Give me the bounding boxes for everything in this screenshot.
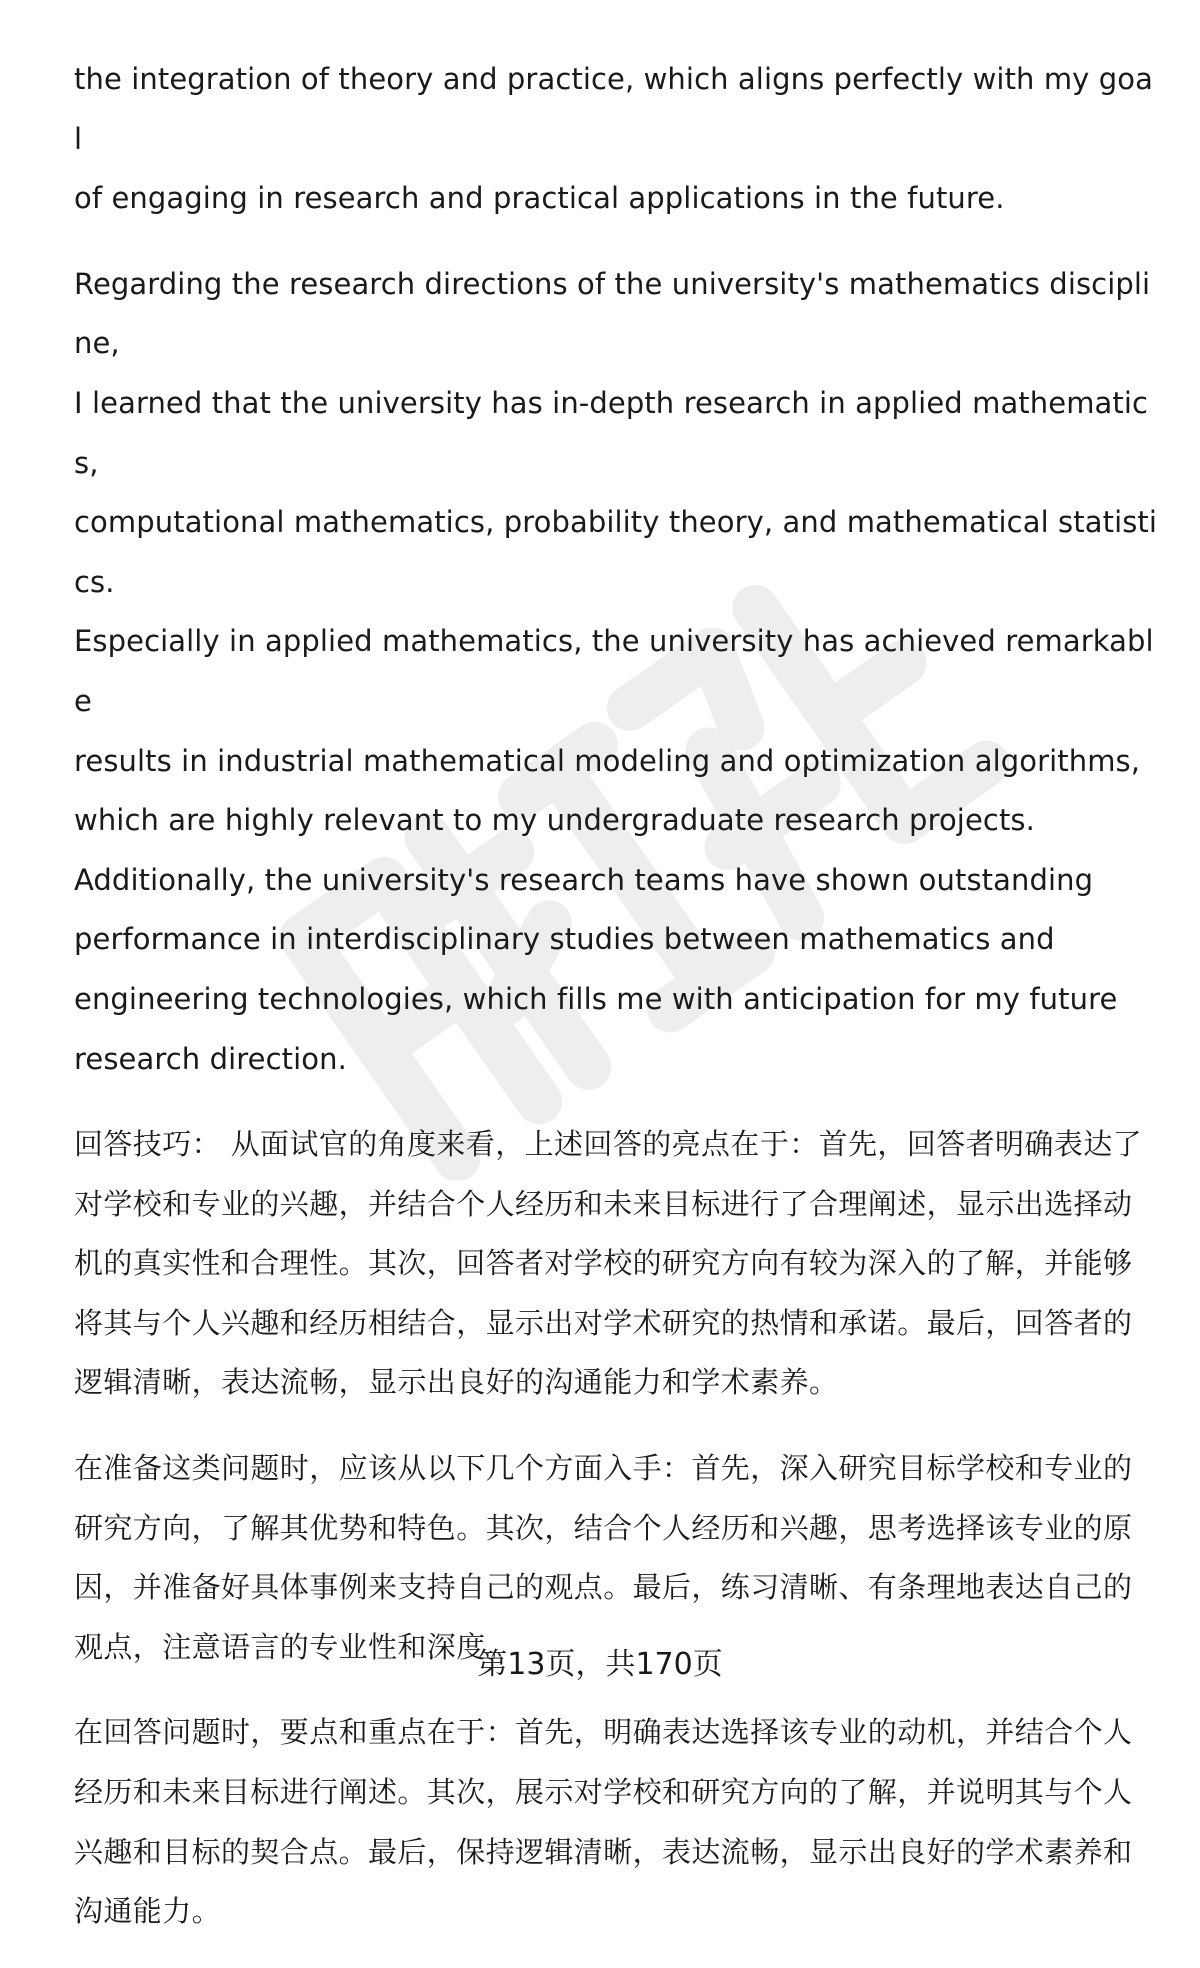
paragraph-5: 在回答问题时，要点和重点在于：首先，明确表达选择该专业的动机，并结合个人 经历和未来目标进行阐述。其次，展示对学校和研究方向的了解，并说明其与个人 兴趣和目标的契合点。最后，保持逻辑清晰，表达流畅，显示出良好的学术素养和 沟通能力。 (74, 1715, 1133, 1929)
paragraph-1: the integration of theory and practice, which aligns perfectly with my goal of engaging in research and practical applications in the future. (74, 62, 1153, 216)
paragraph-4: 在准备这类问题时，应该从以下几个方面入手：首先，深入研究目标学校和专业的 研究方向，了解其优势和特色。其次，结合个人经历和兴趣，思考选择该专业的原 因，并准备好具体事例来支持自己的观点。最后，练习清晰、有条理地表达自己的 观点，注意语言的专业性和深度。 (74, 1451, 1133, 1664)
paragraph-3: 回答技巧： 从面试官的角度来看，上述回答的亮点在于：首先，回答者明确表达了 对学校和专业的兴趣，并结合个人经历和未来目标进行了合理阐述，显示出选择动 机的真实性和合理性。其次，回答者对学校的研究方向有较为深入的了解，并能够 将其与个人兴趣和经历相结合，显示出对学术研究的热情和承诺。最后，回答者的 逻辑清晰，表达流畅，显示出良好的沟通能力和学术素养。 (74, 1127, 1143, 1400)
paragraph-2: Regarding the research directions of the university's mathematics discipline, I learned that the university has in-depth research in applied mathematics, computational mathematics, probability theory, and mathematical statistics. Especially in applied mathematics, the university has achieved remarkable results in industrial mathematical modeling and optimization algorithms, which are highly relevant to my undergraduate research projects. Additionally, the university's research teams have shown outstanding performance in interdisciplinary studies between mathematics and engineering technologies, which fills me with anticipation for my future research direction. (74, 266, 1158, 1076)
page-number-footer: 第13页，共170页 (477, 1647, 723, 1682)
